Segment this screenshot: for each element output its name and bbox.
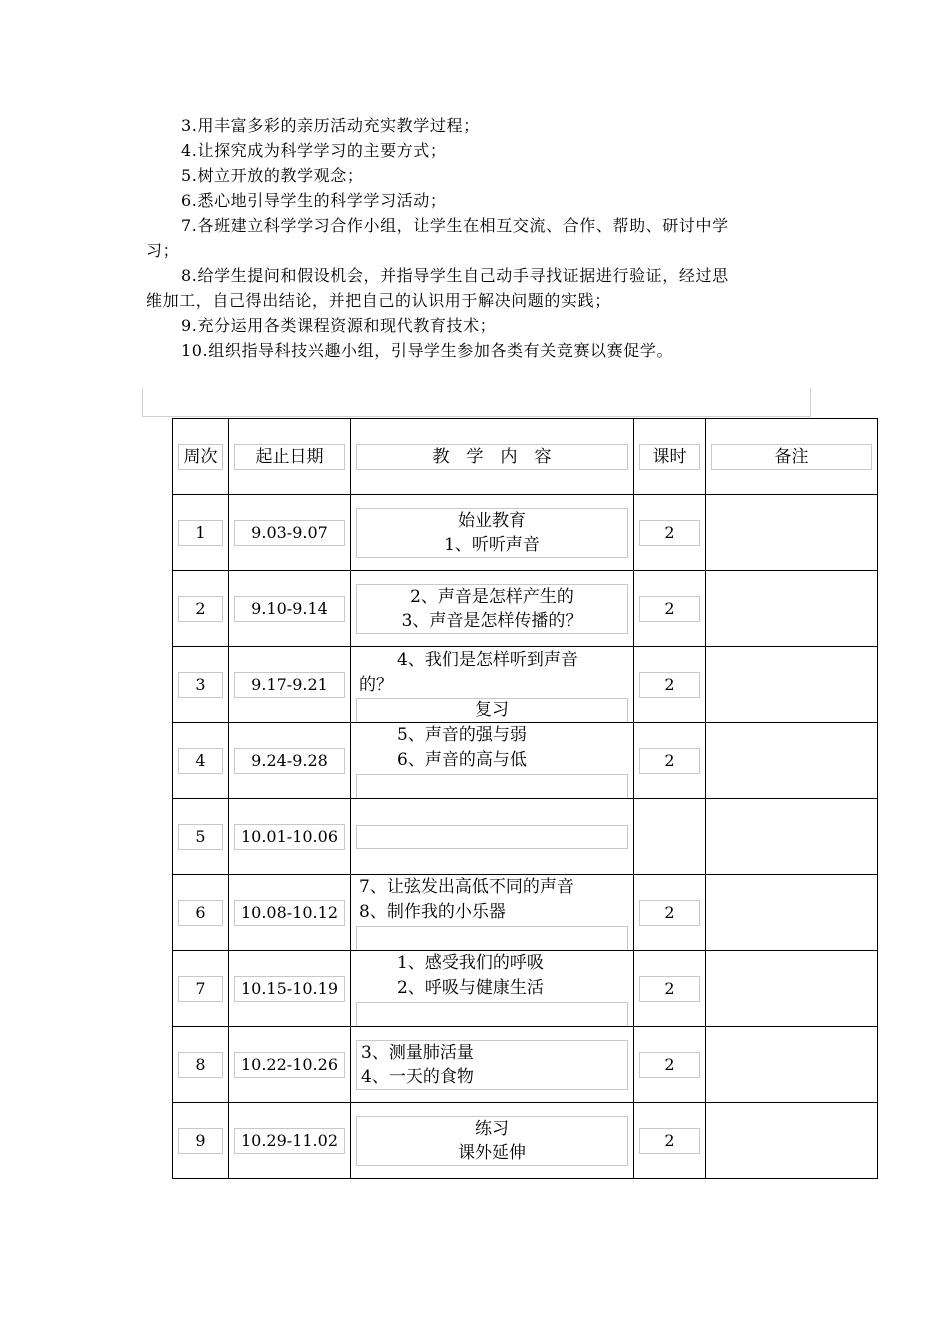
- hours-cell: 2: [639, 1128, 700, 1154]
- intro-line-10: 10.组织指导科技兴趣小组，引导学生参加各类有关竞赛以赛促学。: [181, 341, 674, 360]
- intro-line-8-cont: 维加工，自己得出结论，并把自己的认识用于解决问题的实践；: [146, 291, 611, 310]
- hours-cell: [634, 799, 706, 875]
- hours-cell: 2: [639, 1052, 700, 1078]
- week-cell: 5: [178, 824, 223, 850]
- intro-line-6: 6.悉心地引导学生的科学学习活动；: [181, 191, 447, 210]
- hours-cell: 2: [639, 520, 700, 546]
- week-cell: 7: [178, 976, 223, 1002]
- intro-line-3: 3.用丰富多彩的亲历活动充实教学过程；: [181, 116, 480, 135]
- content-line: 始业教育: [458, 510, 526, 531]
- content-review-box: 复习: [356, 698, 628, 722]
- content-cell: [351, 875, 634, 951]
- table-row: [173, 951, 878, 1027]
- content-line: 7、让弦发出高低不同的声音: [359, 877, 574, 897]
- content-empty-box: [356, 774, 628, 798]
- week-cell: 8: [178, 1052, 223, 1078]
- content-line: 1、听听声音: [444, 534, 540, 555]
- table-row: [173, 1027, 878, 1103]
- intro-line-4: 4.让探究成为科学学习的主要方式；: [181, 141, 447, 160]
- intro-line-5: 5.树立开放的教学观念；: [181, 166, 364, 185]
- intro-line-7-cont: 习；: [146, 241, 180, 260]
- hours-cell: 2: [639, 672, 700, 698]
- content-line: 4、我们是怎样听到声音: [397, 649, 578, 670]
- header-content: 教 学 内 容: [356, 444, 628, 470]
- table-row: [173, 799, 878, 875]
- table-header-row: [173, 419, 878, 495]
- intro-line-9: 9.充分运用各类课程资源和现代教育技术；: [181, 316, 497, 335]
- content-line: 5、声音的强与弱: [397, 725, 527, 745]
- dates-cell: 9.10-9.14: [234, 596, 345, 622]
- content-line: 2、呼吸与健康生活: [397, 978, 544, 998]
- notes-cell: [706, 1103, 878, 1179]
- week-cell: 4: [178, 748, 223, 774]
- notes-cell: [706, 723, 878, 799]
- content-cell: [356, 584, 628, 634]
- content-empty-box: [356, 1002, 628, 1026]
- notes-cell: [706, 875, 878, 951]
- dates-cell: 10.29-11.02: [234, 1128, 345, 1154]
- content-cell: [351, 951, 634, 1027]
- content-empty-box: [356, 825, 628, 849]
- dates-cell: 10.15-10.19: [234, 976, 345, 1002]
- content-line: 1、感受我们的呼吸: [397, 953, 544, 973]
- content-cell: [351, 723, 634, 799]
- hours-cell: 2: [639, 748, 700, 774]
- content-line: 6、声音的高与低: [397, 750, 527, 770]
- content-line: 3、测量肺活量: [361, 1042, 474, 1063]
- notes-cell: [706, 647, 878, 723]
- header-notes: 备注: [711, 444, 872, 470]
- header-hours: 课时: [639, 444, 700, 470]
- intro-line-8: 8.给学生提问和假设机会，并指导学生自己动手寻找证据进行验证，经过思: [181, 266, 729, 285]
- hours-cell: 2: [639, 596, 700, 622]
- content-line: 8、制作我的小乐器: [359, 902, 506, 922]
- table-row: [173, 571, 878, 647]
- table-row: [173, 495, 878, 571]
- table-row: [173, 1103, 878, 1179]
- week-cell: 6: [178, 900, 223, 926]
- dates-cell: 9.03-9.07: [234, 520, 345, 546]
- content-cell: [356, 1116, 628, 1166]
- header-week: 周次: [178, 444, 223, 470]
- content-cell: [351, 647, 634, 723]
- week-cell: 1: [178, 520, 223, 546]
- notes-cell: [706, 951, 878, 1027]
- table-row: [173, 723, 878, 799]
- dates-cell: 9.17-9.21: [234, 672, 345, 698]
- content-line: 2、声音是怎样产生的: [410, 586, 574, 607]
- notes-cell: [706, 495, 878, 571]
- hours-cell: 2: [639, 900, 700, 926]
- schedule-table: [172, 418, 878, 1179]
- content-cell: [356, 1040, 628, 1090]
- week-cell: 9: [178, 1128, 223, 1154]
- table-row: [173, 875, 878, 951]
- text-frame-fragment: [142, 388, 811, 417]
- content-line: 3、声音是怎样传播的？: [401, 610, 583, 631]
- content-cell: [356, 508, 628, 558]
- table-row: [173, 647, 878, 723]
- week-cell: 2: [178, 596, 223, 622]
- intro-line-7: 7.各班建立科学学习合作小组，让学生在相互交流、合作、帮助、研讨中学: [181, 216, 729, 235]
- dates-cell: 10.08-10.12: [234, 900, 345, 926]
- dates-cell: 10.22-10.26: [234, 1052, 345, 1078]
- content-line: 4、一天的食物: [361, 1066, 474, 1087]
- week-cell: 3: [178, 672, 223, 698]
- dates-cell: 9.24-9.28: [234, 748, 345, 774]
- hours-cell: 2: [639, 976, 700, 1002]
- notes-cell: [706, 571, 878, 647]
- notes-cell: [706, 1027, 878, 1103]
- content-line: 的？: [359, 674, 393, 695]
- content-line: 练习: [475, 1118, 509, 1139]
- content-line: 课外延伸: [458, 1142, 526, 1163]
- dates-cell: 10.01-10.06: [234, 824, 345, 850]
- content-empty-box: [356, 926, 628, 950]
- notes-cell: [706, 799, 878, 875]
- header-dates: 起止日期: [234, 444, 345, 470]
